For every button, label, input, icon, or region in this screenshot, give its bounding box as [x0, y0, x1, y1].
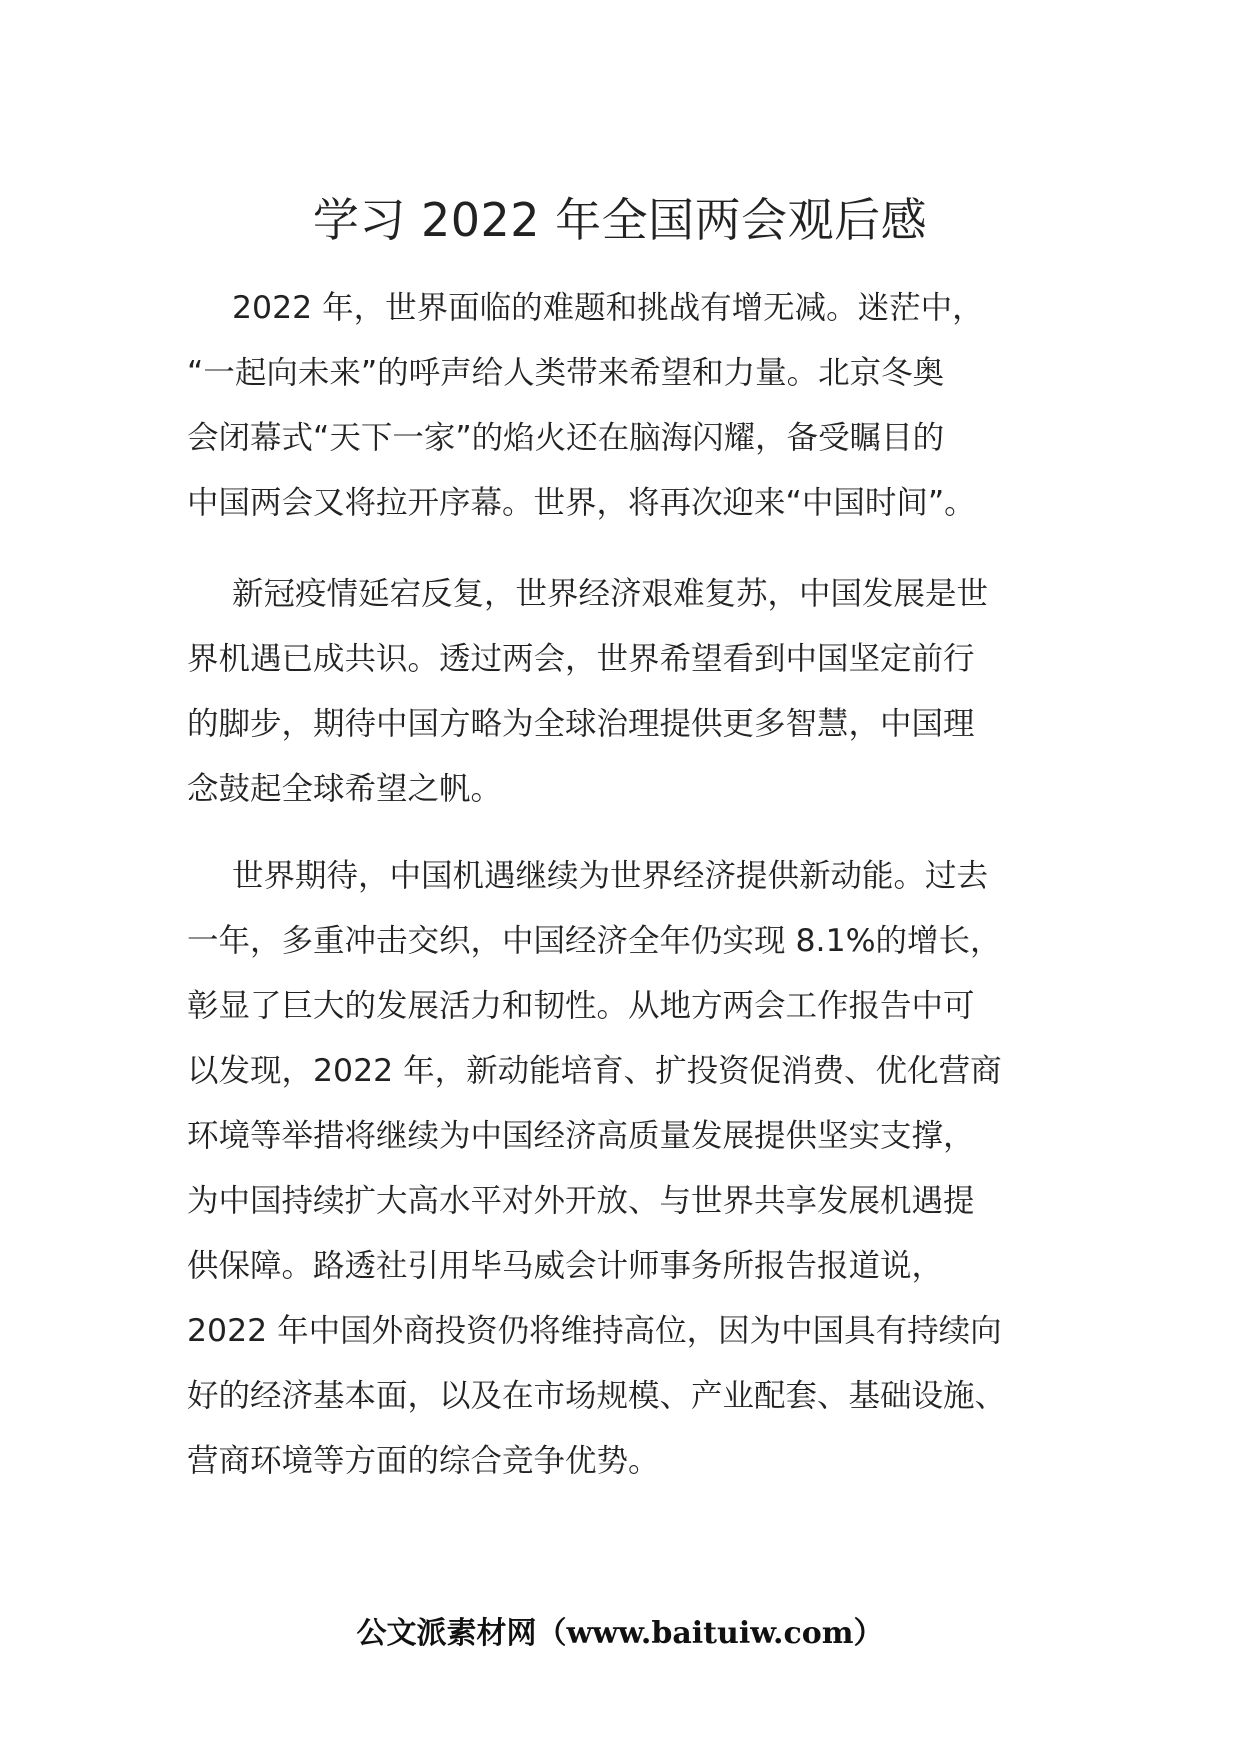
paragraph-2	[187, 562, 1057, 822]
document-title: 学习 2022 年全国两会观后感	[312, 193, 928, 247]
paragraph-line: 中国两会又将拉开序幕。世界，将再次迎来“中国时间”。	[187, 485, 976, 521]
paragraph-line: 环境等举措将继续为中国经济高质量发展提供坚实支撑，	[187, 1118, 975, 1154]
paragraph-line: 会闭幕式“天下一家”的焰火还在脑海闪耀，备受瞩目的	[187, 420, 945, 456]
paragraph-line: 供保障。路透社引用毕马威会计师事务所报告报道说，	[187, 1248, 944, 1284]
footer-source: 公文派素材网（www.baituiw.com）	[356, 1616, 884, 1651]
paragraph-line: “一起向未来”的呼声给人类带来希望和力量。北京冬奥	[187, 355, 945, 391]
paragraph-line: 好的经济基本面，以及在市场规模、产业配套、基础设施、	[187, 1378, 1007, 1414]
paragraph-line: 世界期待，中国机遇继续为世界经济提供新动能。过去	[232, 858, 989, 894]
paragraph-line: 彰显了巨大的发展活力和韧性。从地方两会工作报告中可	[187, 988, 975, 1024]
paragraph-line: 界机遇已成共识。透过两会，世界希望看到中国坚定前行	[187, 641, 975, 677]
paragraph-line: 新冠疫情延宕反复，世界经济艰难复苏，中国发展是世	[232, 576, 989, 612]
paragraph-line: 以发现，2022 年，新动能培育、扩投资促消费、优化营商	[187, 1053, 1002, 1089]
paragraph-line: 为中国持续扩大高水平对外开放、与世界共享发展机遇提	[187, 1183, 975, 1219]
paragraph-line: 2022 年中国外商投资仍将维持高位，因为中国具有持续向	[187, 1313, 1002, 1349]
paragraph-line: 营商环境等方面的综合竞争优势。	[187, 1443, 660, 1479]
paragraph-line: 一年，多重冲击交织，中国经济全年仍实现 8.1%的增长，	[187, 923, 1002, 959]
paragraph-line: 2022 年，世界面临的难题和挑战有增无减。迷茫中，	[232, 290, 984, 326]
paragraph-1	[187, 276, 1057, 536]
paragraph-line: 念鼓起全球希望之帆。	[187, 771, 503, 807]
paragraph-line: 的脚步，期待中国方略为全球治理提供更多智慧，中国理	[187, 706, 975, 742]
paragraph-3	[187, 844, 1057, 1494]
